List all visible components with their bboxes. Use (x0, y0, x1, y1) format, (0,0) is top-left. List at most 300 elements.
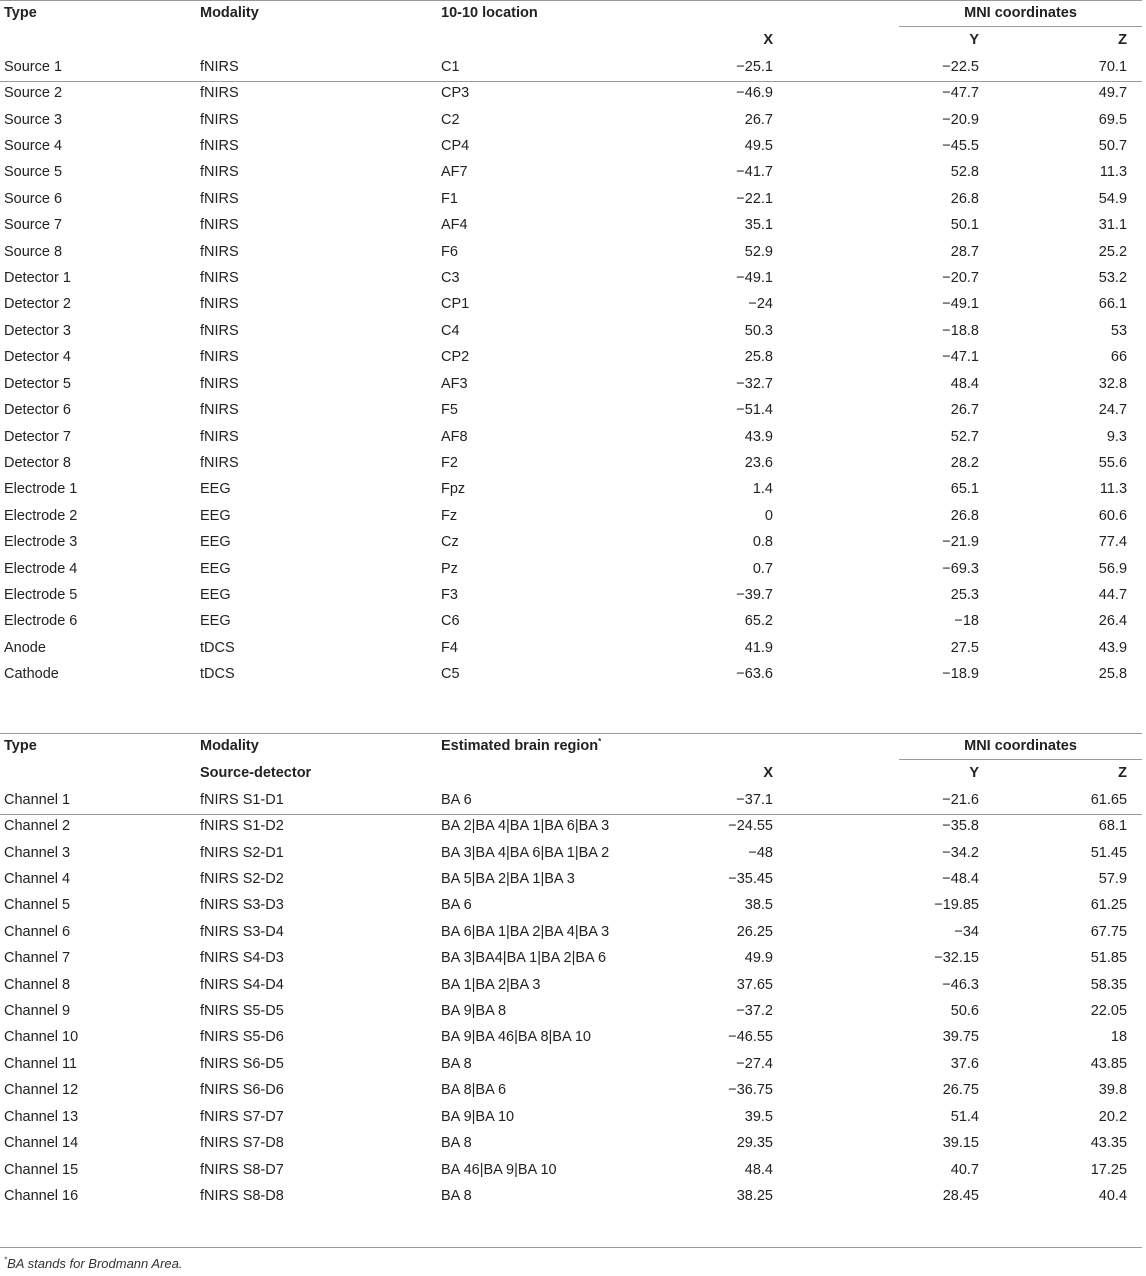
cell-type: Detector 5 (4, 375, 71, 392)
cell-source-detector: fNIRS S4-D4 (200, 976, 284, 993)
table-row (0, 1130, 1142, 1156)
cell-modality: fNIRS (200, 454, 239, 471)
cell-z: 54.9 (1098, 190, 1128, 207)
cell-type: Channel 14 (4, 1135, 79, 1152)
cell-modality: EEG (200, 507, 231, 524)
cell-x: 26.25 (736, 923, 773, 940)
cell-type: Source 3 (4, 111, 63, 128)
cell-region: BA 6 (441, 897, 472, 914)
cell-z: 69.5 (1098, 111, 1128, 128)
cell-z: 24.7 (1098, 402, 1128, 419)
cell-location: CP3 (441, 85, 470, 102)
cell-x: 38.25 (736, 1187, 773, 1204)
cell-type: Channel 7 (4, 950, 71, 967)
cell-modality: EEG (200, 534, 231, 551)
cell-z: 66.1 (1098, 296, 1128, 313)
table-row (0, 397, 1142, 423)
cell-y: 26.7 (950, 402, 979, 419)
cell-y: −20.7 (942, 270, 979, 287)
cell-type: Electrode 5 (4, 586, 78, 603)
cell-type: Channel 16 (4, 1187, 79, 1204)
cell-y: −32.15 (934, 950, 979, 967)
table-row (0, 80, 1142, 106)
cell-x: −25.1 (736, 58, 773, 75)
cell-x: −49.1 (736, 270, 773, 287)
cell-modality: fNIRS (200, 111, 239, 128)
cell-type: Channel 11 (4, 1055, 78, 1072)
cell-modality: fNIRS (200, 296, 239, 313)
cell-source-detector: fNIRS S2-D2 (200, 871, 284, 888)
cell-y: 52.8 (950, 164, 979, 181)
header-x: X (763, 32, 773, 49)
header-y: Y (969, 765, 979, 782)
cell-type: Detector 4 (4, 349, 71, 366)
cell-y: 50.6 (950, 1003, 979, 1020)
table-row (0, 239, 1142, 265)
cell-location: C4 (441, 322, 460, 339)
cell-x: −37.1 (736, 791, 773, 808)
table-row (0, 635, 1142, 661)
cell-source-detector: fNIRS S1-D1 (200, 791, 284, 808)
cell-x: −22.1 (736, 190, 773, 207)
cell-modality: fNIRS (200, 138, 239, 155)
cell-z: 9.3 (1106, 428, 1128, 445)
cell-modality: fNIRS (200, 428, 239, 445)
cell-z: 49.7 (1098, 85, 1128, 102)
cell-location: C3 (441, 270, 460, 287)
cell-z: 26.4 (1098, 613, 1128, 630)
table1-header-row-1 (0, 0, 1142, 27)
cell-z: 68.1 (1098, 818, 1128, 835)
header-region: Estimated brain region* (441, 737, 602, 755)
cell-x: 49.5 (744, 138, 773, 155)
cell-x: 48.4 (744, 1161, 773, 1178)
cell-type: Channel 2 (4, 818, 71, 835)
cell-y: 27.5 (950, 639, 979, 656)
footnote: *BA stands for Brodmann Area. (4, 1255, 183, 1271)
cell-z: 77.4 (1098, 534, 1128, 551)
cell-y: −45.5 (942, 138, 979, 155)
cell-z: 53 (1110, 322, 1128, 339)
cell-region: BA 8 (441, 1055, 472, 1072)
cell-source-detector: fNIRS S5-D6 (200, 1029, 284, 1046)
cell-type: Channel 3 (4, 844, 71, 861)
cell-type: Channel 4 (4, 871, 71, 888)
cell-y: −34 (954, 923, 979, 940)
cell-modality: fNIRS (200, 349, 239, 366)
table-row (0, 813, 1142, 839)
table-row (0, 1157, 1142, 1183)
cell-modality: fNIRS (200, 164, 239, 181)
cell-location: C2 (441, 111, 460, 128)
cell-y: 65.1 (950, 481, 979, 498)
table-row (0, 608, 1142, 634)
cell-type: Channel 15 (4, 1161, 79, 1178)
cell-type: Detector 1 (4, 270, 71, 287)
cell-x: −32.7 (736, 375, 773, 392)
cell-x: 37.65 (736, 976, 773, 993)
cell-z: 55.6 (1098, 454, 1128, 471)
header-y: Y (969, 32, 979, 49)
cell-location: AF8 (441, 428, 468, 445)
table-row (0, 54, 1142, 80)
cell-y: 51.4 (950, 1108, 979, 1125)
cell-type: Channel 10 (4, 1029, 79, 1046)
cell-y: 26.8 (950, 507, 979, 524)
cell-x: 25.8 (744, 349, 773, 366)
cell-x: 41.9 (744, 639, 773, 656)
cell-y: 39.15 (942, 1135, 979, 1152)
cell-x: 29.35 (736, 1135, 773, 1152)
cell-y: 28.7 (950, 243, 979, 260)
table1-header-rule (0, 81, 1142, 82)
cell-y: −18.9 (942, 666, 979, 683)
cell-z: 56.9 (1098, 560, 1128, 577)
table-row (0, 344, 1142, 370)
header-modality: Modality (200, 738, 259, 755)
cell-region: BA 2|BA 4|BA 1|BA 6|BA 3 (441, 818, 610, 835)
cell-z: 57.9 (1098, 871, 1128, 888)
cell-x: 52.9 (744, 243, 773, 260)
cell-type: Source 6 (4, 190, 63, 207)
cell-location: F4 (441, 639, 458, 656)
cell-y: −34.2 (942, 844, 979, 861)
cell-y: −35.8 (942, 818, 979, 835)
cell-y: −69.3 (942, 560, 979, 577)
table-row (0, 582, 1142, 608)
cell-z: 53.2 (1098, 270, 1128, 287)
cell-x: 1.4 (752, 481, 773, 498)
cell-y: 50.1 (950, 217, 979, 234)
cell-type: Detector 2 (4, 296, 71, 313)
cell-type: Detector 8 (4, 454, 71, 471)
cell-type: Detector 6 (4, 402, 71, 419)
cell-location: F1 (441, 190, 458, 207)
cell-x: −24 (748, 296, 773, 313)
cell-x: 49.9 (744, 950, 773, 967)
cell-z: 44.7 (1098, 586, 1128, 603)
cell-location: CP1 (441, 296, 470, 313)
table-row (0, 529, 1142, 555)
cell-x: −51.4 (736, 402, 773, 419)
cell-z: 58.35 (1090, 976, 1128, 993)
table-row (0, 1051, 1142, 1077)
cell-y: −46.3 (942, 976, 979, 993)
table-row (0, 998, 1142, 1024)
cell-source-detector: fNIRS S5-D5 (200, 1003, 284, 1020)
table-row (0, 450, 1142, 476)
cell-type: Source 7 (4, 217, 63, 234)
cell-source-detector: fNIRS S8-D7 (200, 1161, 284, 1178)
table-row (0, 945, 1142, 971)
header-type: Type (4, 5, 37, 22)
cell-y: −22.5 (942, 58, 979, 75)
cell-type: Channel 5 (4, 897, 71, 914)
cell-modality: tDCS (200, 666, 235, 683)
cell-location: CP2 (441, 349, 470, 366)
header-modality: Modality (200, 5, 259, 22)
table-row (0, 291, 1142, 317)
cell-z: 40.4 (1098, 1187, 1128, 1204)
cell-modality: EEG (200, 481, 231, 498)
table-row (0, 212, 1142, 238)
cell-type: Channel 6 (4, 923, 71, 940)
table-row (0, 840, 1142, 866)
cell-x: −39.7 (736, 586, 773, 603)
cell-x: 65.2 (744, 613, 773, 630)
cell-region: BA 1|BA 2|BA 3 (441, 976, 541, 993)
cell-y: −21.9 (942, 534, 979, 551)
cell-z: 39.8 (1098, 1082, 1128, 1099)
header-source-detector: Source-detector (200, 765, 312, 782)
channel-table (0, 733, 1142, 1209)
cell-type: Electrode 1 (4, 481, 78, 498)
cell-modality: EEG (200, 586, 231, 603)
cell-y: −18 (954, 613, 979, 630)
cell-type: Source 1 (4, 58, 63, 75)
table-row (0, 107, 1142, 133)
cell-y: −48.4 (942, 871, 979, 888)
cell-region: BA 6|BA 1|BA 2|BA 4|BA 3 (441, 923, 610, 940)
header-location: 10-10 location (441, 5, 538, 22)
table-row (0, 556, 1142, 582)
cell-z: 11.3 (1099, 164, 1128, 181)
cell-y: −18.8 (942, 322, 979, 339)
cell-location: Fz (441, 507, 458, 524)
cell-x: 39.5 (744, 1108, 773, 1125)
header-type: Type (4, 738, 37, 755)
cell-location: AF7 (441, 164, 468, 181)
cell-modality: fNIRS (200, 190, 239, 207)
table-bottom-rule (0, 1247, 1142, 1248)
table-row (0, 265, 1142, 291)
cell-location: F3 (441, 586, 458, 603)
cell-location: Pz (441, 560, 458, 577)
cell-location: F2 (441, 454, 458, 471)
cell-y: 28.45 (942, 1187, 979, 1204)
table-row (0, 661, 1142, 687)
cell-x: −46.9 (736, 85, 773, 102)
cell-z: 17.25 (1090, 1161, 1128, 1178)
table-row (0, 1104, 1142, 1130)
cell-y: 40.7 (950, 1161, 979, 1178)
cell-z: 18 (1110, 1029, 1128, 1046)
cell-region: BA 9|BA 46|BA 8|BA 10 (441, 1029, 591, 1046)
table-row (0, 503, 1142, 529)
cell-z: 61.65 (1090, 791, 1128, 808)
cell-x: −46.55 (728, 1029, 773, 1046)
table2-header-rule (0, 814, 1142, 815)
cell-x: −48 (748, 844, 773, 861)
cell-modality: EEG (200, 613, 231, 630)
cell-type: Electrode 6 (4, 613, 78, 630)
cell-type: Detector 7 (4, 428, 71, 445)
table-row (0, 919, 1142, 945)
cell-location: AF3 (441, 375, 468, 392)
cell-z: 20.2 (1098, 1108, 1128, 1125)
table-row (0, 133, 1142, 159)
cell-type: Source 8 (4, 243, 63, 260)
cell-x: −63.6 (736, 666, 773, 683)
cell-y: 25.3 (950, 586, 979, 603)
cell-region: BA 9|BA 8 (441, 1003, 507, 1020)
footnote-mark: * (598, 737, 602, 747)
cell-region: BA 9|BA 10 (441, 1108, 515, 1125)
cell-modality: fNIRS (200, 58, 239, 75)
table-row (0, 371, 1142, 397)
cell-z: 25.8 (1098, 666, 1128, 683)
cell-x: −37.2 (736, 1003, 773, 1020)
cell-type: Channel 13 (4, 1108, 79, 1125)
table-row (0, 186, 1142, 212)
cell-x: 38.5 (744, 897, 773, 914)
cell-region: BA 3|BA 4|BA 6|BA 1|BA 2 (441, 844, 610, 861)
cell-z: 43.35 (1090, 1135, 1128, 1152)
cell-region: BA 8 (441, 1135, 472, 1152)
table-row (0, 1024, 1142, 1050)
table-row (0, 318, 1142, 344)
cell-region: BA 5|BA 2|BA 1|BA 3 (441, 871, 575, 888)
cell-source-detector: fNIRS S7-D7 (200, 1108, 284, 1125)
cell-y: 28.2 (950, 454, 979, 471)
table2-header-row-2 (0, 760, 1142, 787)
cell-x: 50.3 (744, 322, 773, 339)
cell-source-detector: fNIRS S2-D1 (200, 844, 284, 861)
cell-y: 26.8 (950, 190, 979, 207)
table1-header-row-2 (0, 27, 1142, 54)
cell-modality: fNIRS (200, 402, 239, 419)
cell-y: −47.7 (942, 85, 979, 102)
cell-source-detector: fNIRS S1-D2 (200, 818, 284, 835)
cell-source-detector: fNIRS S6-D5 (200, 1055, 284, 1072)
cell-source-detector: fNIRS S6-D6 (200, 1082, 284, 1099)
cell-type: Anode (4, 639, 46, 656)
table2-header-row-1 (0, 733, 1142, 760)
cell-z: 66 (1110, 349, 1128, 366)
cell-location: AF4 (441, 217, 468, 234)
cell-modality: fNIRS (200, 85, 239, 102)
table-row (0, 972, 1142, 998)
cell-location: F6 (441, 243, 458, 260)
cell-type: Detector 3 (4, 322, 71, 339)
cell-y: 37.6 (950, 1055, 979, 1072)
cell-y: 26.75 (942, 1082, 979, 1099)
cell-y: 52.7 (950, 428, 979, 445)
cell-x: 43.9 (744, 428, 773, 445)
cell-z: 60.6 (1098, 507, 1128, 524)
cell-x: 0.7 (752, 560, 773, 577)
cell-x: 26.7 (744, 111, 773, 128)
cell-location: Cz (441, 534, 459, 551)
cell-type: Source 4 (4, 138, 63, 155)
cell-y: 39.75 (942, 1029, 979, 1046)
cell-x: −27.4 (736, 1055, 773, 1072)
cell-modality: EEG (200, 560, 231, 577)
cell-z: 11.3 (1099, 481, 1128, 498)
cell-modality: fNIRS (200, 243, 239, 260)
cell-location: Fpz (441, 481, 466, 498)
cell-modality: fNIRS (200, 322, 239, 339)
table-row (0, 1183, 1142, 1209)
header-x: X (763, 765, 773, 782)
cell-z: 32.8 (1098, 375, 1128, 392)
cell-type: Electrode 4 (4, 560, 78, 577)
cell-x: −36.75 (728, 1082, 773, 1099)
cell-z: 51.85 (1090, 950, 1128, 967)
cell-source-detector: fNIRS S4-D3 (200, 950, 284, 967)
cell-region: BA 8|BA 6 (441, 1082, 507, 1099)
cell-location: C6 (441, 613, 460, 630)
cell-type: Channel 1 (4, 791, 71, 808)
cell-z: 31.1 (1098, 217, 1128, 234)
cell-modality: fNIRS (200, 217, 239, 234)
cell-z: 22.05 (1090, 1003, 1128, 1020)
cell-type: Cathode (4, 666, 59, 683)
cell-y: −21.6 (942, 791, 979, 808)
cell-z: 67.75 (1090, 923, 1128, 940)
cell-source-detector: fNIRS S8-D8 (200, 1187, 284, 1204)
cell-x: −35.45 (728, 871, 773, 888)
table-row (0, 476, 1142, 502)
header-z: Z (1118, 765, 1128, 782)
cell-location: CP4 (441, 138, 470, 155)
cell-x: 0.8 (752, 534, 773, 551)
cell-region: BA 46|BA 9|BA 10 (441, 1161, 557, 1178)
cell-type: Source 2 (4, 85, 63, 102)
cell-type: Channel 9 (4, 1003, 71, 1020)
cell-x: 0 (764, 507, 773, 524)
cell-x: 35.1 (744, 217, 773, 234)
cell-type: Electrode 3 (4, 534, 78, 551)
cell-region: BA 8 (441, 1187, 472, 1204)
header-mni: MNI coordinates (899, 733, 1142, 760)
cell-y: −19.85 (934, 897, 979, 914)
cell-y: −47.1 (942, 349, 979, 366)
cell-z: 50.7 (1098, 138, 1128, 155)
cell-z: 25.2 (1098, 243, 1128, 260)
cell-z: 43.9 (1098, 639, 1128, 656)
cell-source-detector: fNIRS S7-D8 (200, 1135, 284, 1152)
cell-z: 61.25 (1090, 897, 1128, 914)
table-row (0, 787, 1142, 813)
cell-modality: tDCS (200, 639, 235, 656)
table-row (0, 866, 1142, 892)
cell-location: C1 (441, 58, 460, 75)
cell-y: 48.4 (950, 375, 979, 392)
cell-location: C5 (441, 666, 460, 683)
table-row (0, 1077, 1142, 1103)
cell-location: F5 (441, 402, 458, 419)
cell-z: 43.85 (1090, 1055, 1128, 1072)
table-row (0, 892, 1142, 918)
cell-type: Electrode 2 (4, 507, 78, 524)
cell-z: 70.1 (1098, 58, 1128, 75)
cell-x: 23.6 (744, 454, 773, 471)
cell-y: −20.9 (942, 111, 979, 128)
cell-x: −24.55 (728, 818, 773, 835)
header-mni: MNI coordinates (899, 0, 1142, 27)
cell-type: Channel 8 (4, 976, 71, 993)
cell-x: −41.7 (736, 164, 773, 181)
cell-region: BA 3|BA4|BA 1|BA 2|BA 6 (441, 950, 607, 967)
header-z: Z (1118, 32, 1128, 49)
table-row (0, 424, 1142, 450)
cell-source-detector: fNIRS S3-D3 (200, 897, 284, 914)
cell-modality: fNIRS (200, 270, 239, 287)
cell-type: Channel 12 (4, 1082, 79, 1099)
cell-region: BA 6 (441, 791, 472, 808)
cell-type: Source 5 (4, 164, 63, 181)
